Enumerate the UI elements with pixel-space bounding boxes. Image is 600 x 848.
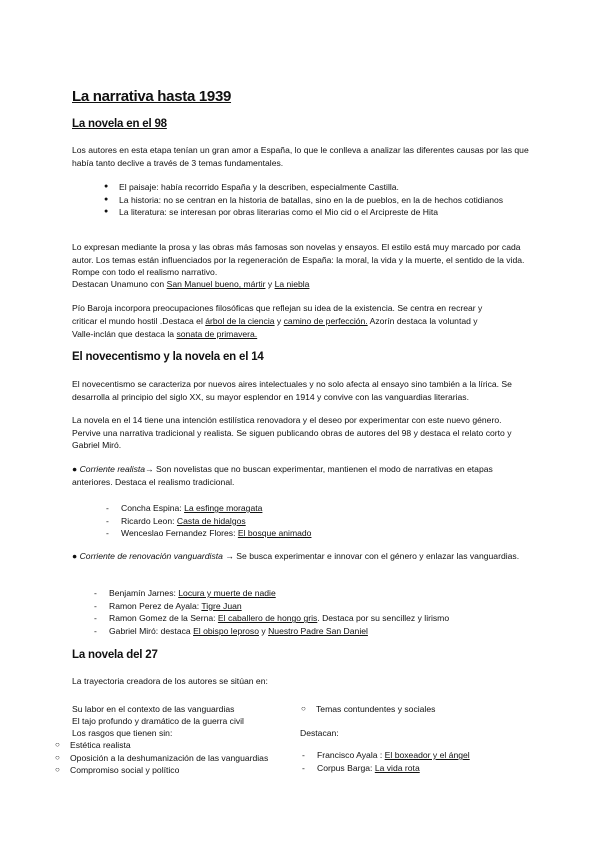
corriente-vanguardista: ● Corriente de renovación vanguardista → Se busca experimentar e innovar con el género y enlazar las vanguardias. bbox=[72, 551, 520, 561]
work-title: El obispo leproso bbox=[193, 625, 259, 636]
list-item: - Wenceslao Fernandez Flores: El bosque animado bbox=[106, 527, 311, 540]
novela-14-paragraph: La novela en el 14 tiene una intención estilística renovadora y el deseo por experimentar con este nuevo género. Pervive una narrativa tradicional y realista. Se siguen publicando obras de autores del 98 y destaca el relato corto y Gabriel Miró. bbox=[72, 415, 512, 451]
work-title: La vida rota bbox=[374, 762, 420, 773]
work-title: La niebla bbox=[274, 279, 310, 289]
work-title: Tigre Juan bbox=[201, 600, 242, 611]
context-line-3: Los rasgos que tienen sin: bbox=[72, 728, 173, 738]
work-title: El bosque animado bbox=[237, 528, 312, 539]
list-item: - Benjamín Jarnes: Locura y muerte de nadie bbox=[94, 587, 449, 600]
list-item: - Concha Espina: La esfinge moragata bbox=[106, 502, 311, 515]
list-item: ○ Compromiso social y político bbox=[55, 764, 268, 777]
list-item: ● La literatura: se interesan por obras literarias como el Mio cid o el Arcipreste de Hita bbox=[104, 206, 504, 219]
work-title: San Manuel bueno, mártir bbox=[166, 279, 266, 289]
work-title: sonata de primavera. bbox=[176, 329, 258, 339]
corriente-realista: ● Corriente realista→ Son novelistas que no buscan experimentar, mantienen el modo de narrativas en etapas anteriores. Destaca el realismo tradicional. bbox=[72, 464, 493, 487]
section-98-bullets bbox=[104, 181, 504, 219]
work-title: árbol de la ciencia bbox=[205, 316, 275, 326]
realista-author-list bbox=[106, 502, 311, 540]
unamuno-line: Destacan Unamuno con San Manuel bueno, mártir y La niebla bbox=[72, 279, 310, 289]
vanguardista-author-list bbox=[94, 587, 449, 637]
baroja-line-3: Valle-inclán que destaca la sonata de primavera. bbox=[72, 329, 258, 339]
section-heading-27: La novela del 27 bbox=[72, 649, 158, 661]
list-item: ● La historia: no se centran en la historia de batallas, sino en la de pueblos, en la de hechos cotidianos bbox=[104, 194, 504, 207]
list-item: ○ Temas contundentes y sociales bbox=[301, 703, 435, 716]
work-title: La esfinge moragata bbox=[184, 503, 263, 513]
work-title: Nuestro Padre San Daniel bbox=[268, 625, 368, 636]
list-item: - Gabriel Miró: destaca El obispo leproso y Nuestro Padre San Daniel bbox=[94, 625, 449, 638]
list-item: - Ramon Perez de Ayala: Tigre Juan bbox=[94, 600, 449, 613]
list-item: - Ricardo Leon: Casta de hidalgos bbox=[106, 515, 311, 528]
list-item: ○ Oposición a la deshumanización de las vanguardias bbox=[55, 752, 268, 765]
list-item: ● El paisaje: había recorrido España y la describen, especialmente Castilla. bbox=[104, 181, 504, 194]
novecentismo-paragraph: El novecentismo se caracteriza por nuevos aires intelectuales y no solo afecta al ensayo sino también a la lírica. Se desarrolla al principio del siglo XX, su mayor esplendor en 1914 y convive con las vanguardias literarias. bbox=[72, 379, 512, 402]
authors-27-list bbox=[302, 749, 470, 774]
list-item: ○ Estética realista bbox=[55, 739, 268, 752]
work-title: El boxeador y el ángel bbox=[384, 750, 470, 760]
section-98-intro: Los autores en esta etapa tenían un gran amor a España, lo que le conlleva a analizar las diferentes causas por las que había tanto declive a través de 3 temas fundamentales. bbox=[72, 145, 529, 168]
list-item: - Francisco Ayala : El boxeador y el ángel bbox=[302, 749, 470, 762]
baroja-line-2: criticar el mundo hostil .Destaca el árbol de la ciencia y camino de perfección. Azorín destaca la voluntad y bbox=[72, 316, 478, 326]
section-98-paragraph: Lo expresan mediante la prosa y las obras más famosas son novelas y ensayos. El estilo está muy marcado por cada autor. Los temas están influenciados por la regeneración de España: la moral, la vida y la muerte, el sentido de la vida. Rompe con todo el realismo narrativo. bbox=[72, 242, 525, 278]
destacan-label: Destacan: bbox=[300, 728, 339, 738]
section-heading-98: La novela en el 98 bbox=[72, 118, 167, 130]
rasgos-list bbox=[55, 739, 268, 777]
section-heading-novecentismo: El novecentismo y la novela en el 14 bbox=[72, 351, 264, 363]
page-title: La narrativa hasta 1939 bbox=[72, 88, 232, 105]
work-title: El caballero de hongo gris bbox=[217, 613, 318, 624]
list-item: - Corpus Barga: La vida rota bbox=[302, 762, 470, 775]
work-title: camino de perfección. bbox=[283, 316, 368, 326]
section-27-intro: La trayectoria creadora de los autores se sitúan en: bbox=[72, 676, 268, 686]
work-title: Casta de hidalgos bbox=[176, 515, 246, 526]
work-title: Locura y muerte de nadie bbox=[178, 588, 276, 598]
temas-list bbox=[301, 703, 435, 716]
list-item: - Ramon Gomez de la Serna: El caballero de hongo gris. Destaca por su sencillez y lirismo bbox=[94, 612, 449, 625]
context-line-2: El tajo profundo y dramático de la guerra civil bbox=[72, 716, 244, 726]
baroja-line-1: Pío Baroja incorpora preocupaciones filosóficas que reflejan su idea de la existencia. Se centra en recrear y bbox=[72, 303, 483, 313]
context-line-1: Su labor en el contexto de las vanguardias bbox=[72, 704, 235, 714]
